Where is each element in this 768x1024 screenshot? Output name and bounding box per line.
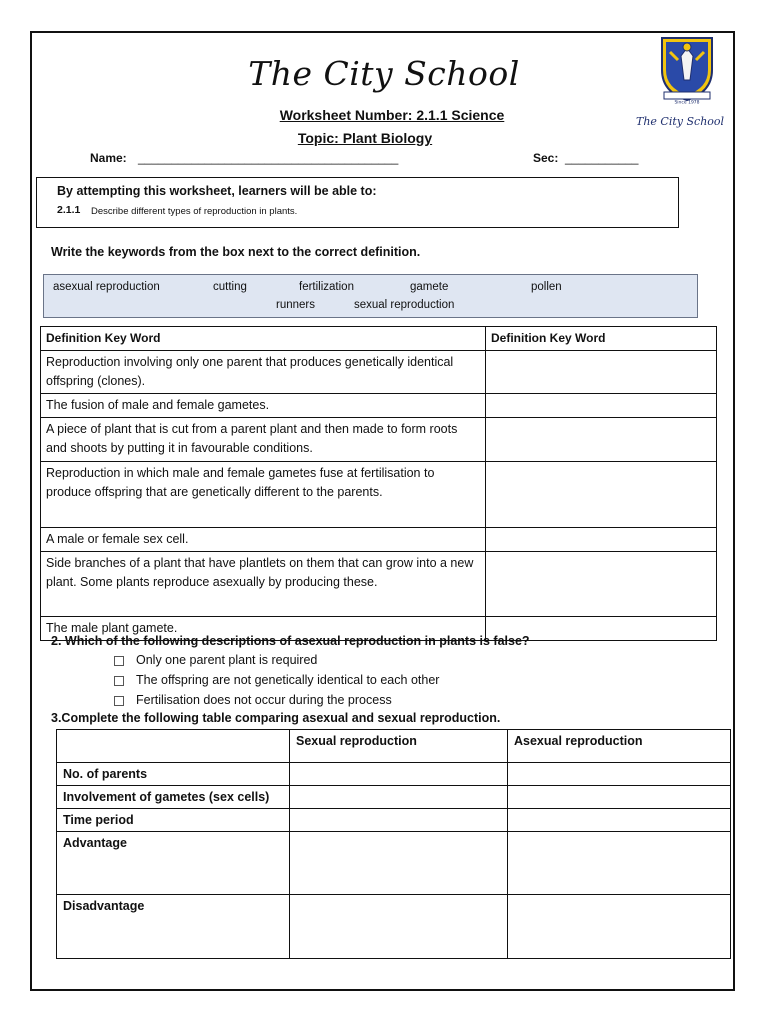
column-header: Asexual reproduction (508, 730, 731, 763)
table-header-row (41, 327, 717, 351)
column-header: Sexual reproduction (290, 730, 508, 763)
keyword-item: cutting (213, 281, 247, 293)
table-row (57, 832, 731, 895)
option-label: The offspring are not genetically identical to each other (136, 673, 440, 687)
row-label: Involvement of gametes (sex cells) (57, 786, 290, 809)
name-field[interactable]: _______________________________________ (138, 151, 399, 165)
column-header: Definition Key Word (41, 327, 486, 351)
column-header: Definition Key Word (486, 327, 717, 351)
keyword-item: sexual reproduction (354, 299, 455, 311)
option-label: Fertilisation does not occur during the process (136, 693, 392, 707)
column-header (57, 730, 290, 763)
definition-table (40, 326, 717, 641)
definition-cell: A male or female sex cell. (41, 528, 486, 552)
table-row (57, 895, 731, 959)
answer-cell[interactable] (508, 895, 731, 959)
table-row (41, 528, 717, 552)
table-row (41, 552, 717, 617)
keyword-answer-cell[interactable] (486, 528, 717, 552)
answer-cell[interactable] (290, 786, 508, 809)
row-label: Disadvantage (57, 895, 290, 959)
school-title: The City School (248, 54, 520, 93)
checkbox-icon[interactable] (114, 696, 124, 706)
keyword-item: pollen (531, 281, 562, 293)
answer-cell[interactable] (508, 763, 731, 786)
row-label: Advantage (57, 832, 290, 895)
table-row (41, 351, 717, 394)
objective-number: 2.1.1 (57, 204, 81, 216)
keyword-item: asexual reproduction (53, 281, 160, 293)
table-row (57, 763, 731, 786)
option-label: Only one parent plant is required (136, 653, 318, 667)
option-3[interactable] (114, 693, 392, 707)
table-row (41, 418, 717, 462)
answer-cell[interactable] (290, 763, 508, 786)
answer-cell[interactable] (508, 809, 731, 832)
keyword-instruction: Write the keywords from the box next to the correct definition. (51, 245, 421, 259)
keyword-item: runners (276, 299, 315, 311)
definition-cell: A piece of plant that is cut from a parent plant and then made to form roots and shoots by putting it in favourable conditions. (41, 418, 486, 462)
objective-text: Describe different types of reproduction in plants. (91, 206, 298, 217)
answer-cell[interactable] (508, 832, 731, 895)
comparison-table (56, 729, 731, 959)
school-crest-logo (656, 34, 718, 104)
worksheet-number: Worksheet Number: 2.1.1 Science (279, 107, 505, 123)
keyword-answer-cell[interactable] (486, 394, 717, 418)
keyword-item: fertilization (299, 281, 354, 293)
definition-cell: Reproduction involving only one parent that produces genetically identical offspring (clones). (41, 351, 486, 394)
learning-objectives-box (36, 177, 679, 228)
definition-cell: The male plant gamete. (41, 617, 486, 641)
definition-cell: The fusion of male and female gametes. (41, 394, 486, 418)
logo-since-text: Since 1978 (674, 100, 700, 104)
table-row (41, 394, 717, 418)
keyword-answer-cell[interactable] (486, 552, 717, 617)
checkbox-icon[interactable] (114, 676, 124, 686)
table-header-row (57, 730, 731, 763)
table-row (41, 462, 717, 528)
answer-cell[interactable] (290, 809, 508, 832)
topic-title: Topic: Plant Biology (297, 130, 433, 146)
keyword-box (43, 274, 698, 318)
option-1[interactable] (114, 653, 317, 667)
row-label: No. of parents (57, 763, 290, 786)
section-label: Sec: (533, 151, 559, 165)
answer-cell[interactable] (290, 895, 508, 959)
keyword-answer-cell[interactable] (486, 418, 717, 462)
answer-cell[interactable] (290, 832, 508, 895)
answer-cell[interactable] (508, 786, 731, 809)
checkbox-icon[interactable] (114, 656, 124, 666)
section-field[interactable]: ___________ (565, 151, 639, 165)
keyword-answer-cell[interactable] (486, 351, 717, 394)
logo-caption: The City School (636, 115, 725, 128)
definition-cell: Side branches of a plant that have plantlets on them that can grow into a new plant. Some plants reproduce asexually by producing these. (41, 552, 486, 617)
name-label: Name: (90, 151, 127, 165)
definition-cell: Reproduction in which male and female gametes fuse at fertilisation to produce offspring that are genetically different to the parents. (41, 462, 486, 528)
keyword-item: gamete (410, 281, 449, 293)
table-row (57, 786, 731, 809)
keyword-answer-cell[interactable] (486, 462, 717, 528)
option-2[interactable] (114, 673, 439, 687)
table-row (57, 809, 731, 832)
row-label: Time period (57, 809, 290, 832)
question-3: 3.Complete the following table comparing asexual and sexual reproduction. (51, 711, 501, 725)
objectives-heading: By attempting this worksheet, learners will be able to: (57, 184, 377, 198)
question-2: 2. Which of the following descriptions of asexual reproduction in plants is false? (51, 634, 530, 648)
